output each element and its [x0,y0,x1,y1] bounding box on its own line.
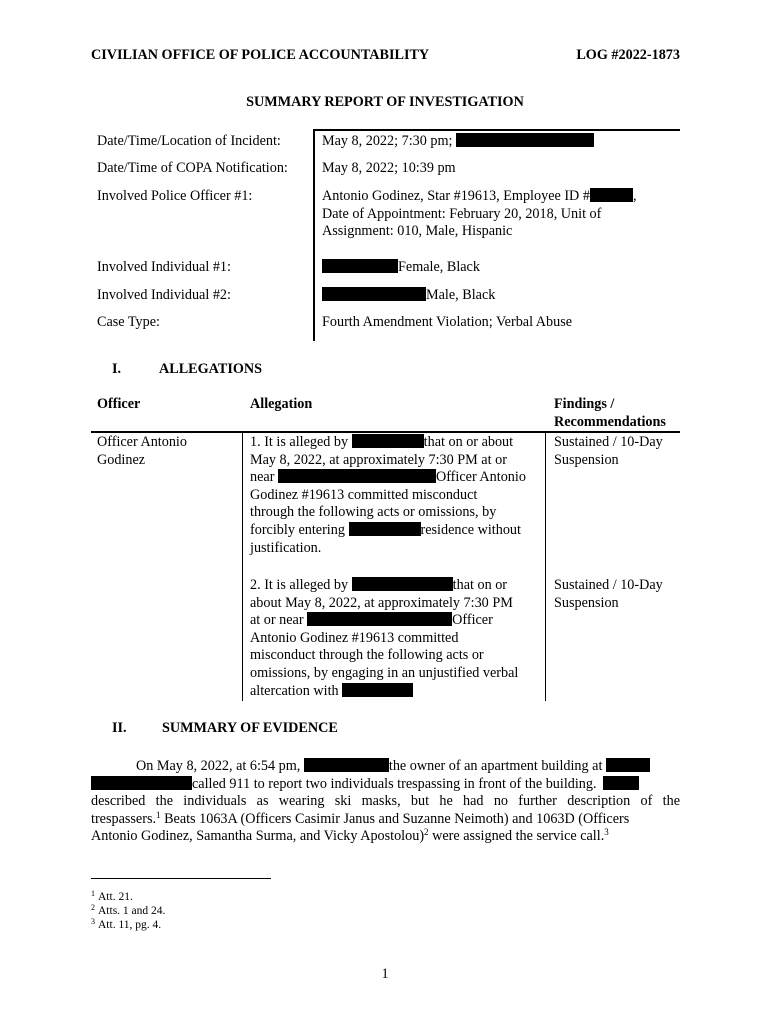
redaction-bar [352,434,424,448]
info-value [322,287,662,305]
info-value [322,259,662,277]
allegation-text: May 8, 2022, at approximately 7:30 PM at or [250,451,507,468]
allegation-text: justification. [250,539,322,556]
redaction-bar [304,758,389,772]
finding-2 [554,577,663,612]
info-value-text: Male, Black [426,287,496,303]
footnote-separator [91,878,271,879]
footnote-number: 1 [91,889,95,898]
allegation-1 [250,434,540,557]
officer-name-line: Officer Antonio [97,434,187,450]
redaction-bar [322,287,426,301]
allegation-text: Godinez #19613 committed misconduct [250,486,478,503]
info-value-text: , [632,188,637,204]
footnote-ref[interactable]: 2 [424,827,429,838]
findings-column-divider [545,431,546,701]
column-header-findings [554,396,666,431]
footnote-ref[interactable]: 3 [604,827,609,838]
allegation-text: Officer [452,612,493,629]
evidence-paragraph [91,758,680,846]
section-title: SUMMARY OF EVIDENCE [162,720,338,736]
section-number: I. [112,361,122,377]
paragraph-text: Antonio Godinez, Samantha Surma, and Vicky Apostolou) [91,828,425,845]
footnote-number: 3 [91,917,95,926]
info-value: Fourth Amendment Violation; Verbal Abuse [322,314,573,330]
column-header-allegation: Allegation [250,396,313,412]
paragraph-text: trespassers. [91,810,157,827]
info-label: Date/Time/Location of Incident: [97,133,281,149]
page-number: 1 [381,966,389,982]
info-value: May 8, 2022; 10:39 pm [322,160,456,176]
redaction-bar [352,577,453,591]
allegation-column-divider [242,431,243,701]
info-value [322,133,662,151]
paragraph-text: the owner of an apartment building at [388,758,603,774]
allegation-text: omissions, by engaging in an unjustified verbal [250,664,519,681]
allegation-text: 1. It is alleged by [250,434,349,450]
finding-text: Sustained / 10-Day [554,577,663,593]
info-value-text: Antonio Godinez, Star #19613, Employee ID # [322,188,590,204]
info-table-top-rule [313,129,680,131]
allegation-2 [250,577,540,700]
allegation-text: residence without [420,521,521,538]
allegation-text: about May 8, 2022, at approximately 7:30 PM [250,594,513,611]
log-number: LOG #2022-1873 [576,47,680,63]
info-value-text: May 8, 2022; 7:30 pm; [322,133,453,149]
paragraph-line: described the individuals as wearing ski masks, but he had no further description of the [91,793,680,810]
redaction-bar [349,522,421,536]
finding-text: Suspension [554,451,619,468]
paragraph-line [91,758,680,776]
report-title: SUMMARY REPORT OF INVESTIGATION [246,94,524,110]
redaction-bar [342,683,413,697]
redaction-bar [278,469,436,483]
allegation-text: Officer Antonio [435,469,526,486]
footnote-text: Atts. 1 and 24. [98,905,166,917]
section-title: ALLEGATIONS [159,361,263,377]
info-label: Date/Time of COPA Notification: [97,160,288,176]
redaction-bar [456,133,594,147]
finding-text: Sustained / 10-Day [554,434,663,450]
allegation-text: Antonio Godinez #19613 committed [250,629,459,646]
paragraph-text: Beats 1063A (Officers Casimir Janus and Suzanne Neimoth) and 1063D (Officers [164,810,630,827]
redaction-bar [603,776,639,790]
footnote-number: 2 [91,903,95,912]
allegation-text: near [250,469,275,486]
info-value-text: Female, Black [398,259,480,275]
info-label: Involved Individual #1: [97,259,231,275]
info-label: Involved Individual #2: [97,287,231,303]
allegation-text: through the following acts or omissions, by [250,504,497,521]
agency-header: CIVILIAN OFFICE OF POLICE ACCOUNTABILITY [91,47,430,63]
paragraph-line [91,828,680,846]
paragraph-text: On May 8, 2022, at 6:54 pm, [136,758,301,774]
info-value-text: Date of Appointment: February 20, 2018, Unit of [322,205,602,222]
paragraph-line [91,776,680,794]
paragraph-line [91,811,680,829]
info-table-divider [313,129,315,341]
footnote-ref[interactable]: 1 [156,809,161,820]
paragraph-text: called 911 to report two individuals trespassing in front of the building. [192,775,597,792]
officer-name-line: Godinez [97,451,146,468]
findings-header-line: Findings / [554,396,615,412]
allegation-text: that on or [452,577,508,593]
footnote-text: Att. 11, pg. 4. [98,919,162,931]
allegation-officer-name [97,434,187,469]
allegations-header-rule [91,431,680,433]
footnote-text: Att. 21. [98,891,133,903]
allegation-text: altercation with [250,682,339,699]
info-label: Case Type: [97,314,160,330]
findings-header-line: Recommendations [554,413,666,430]
paragraph-text: were assigned the service call. [432,828,605,845]
info-label: Involved Police Officer #1: [97,188,253,204]
allegation-text: misconduct through the following acts or [250,647,484,664]
finding-1 [554,434,663,469]
allegation-text: at or near [250,612,304,629]
allegation-text: that on or about [423,434,514,450]
redaction-bar [322,259,398,273]
section-number: II. [112,720,127,736]
info-value [322,188,662,241]
info-value-text: Assignment: 010, Male, Hispanic [322,223,513,240]
redaction-bar [606,758,650,772]
redaction-bar [590,188,633,202]
redaction-bar [91,776,192,790]
finding-text: Suspension [554,594,619,611]
column-header-officer: Officer [97,396,141,412]
footnote [91,915,161,932]
allegation-text: 2. It is alleged by [250,577,349,593]
redaction-bar [307,612,452,626]
allegation-text: forcibly entering [250,521,345,538]
